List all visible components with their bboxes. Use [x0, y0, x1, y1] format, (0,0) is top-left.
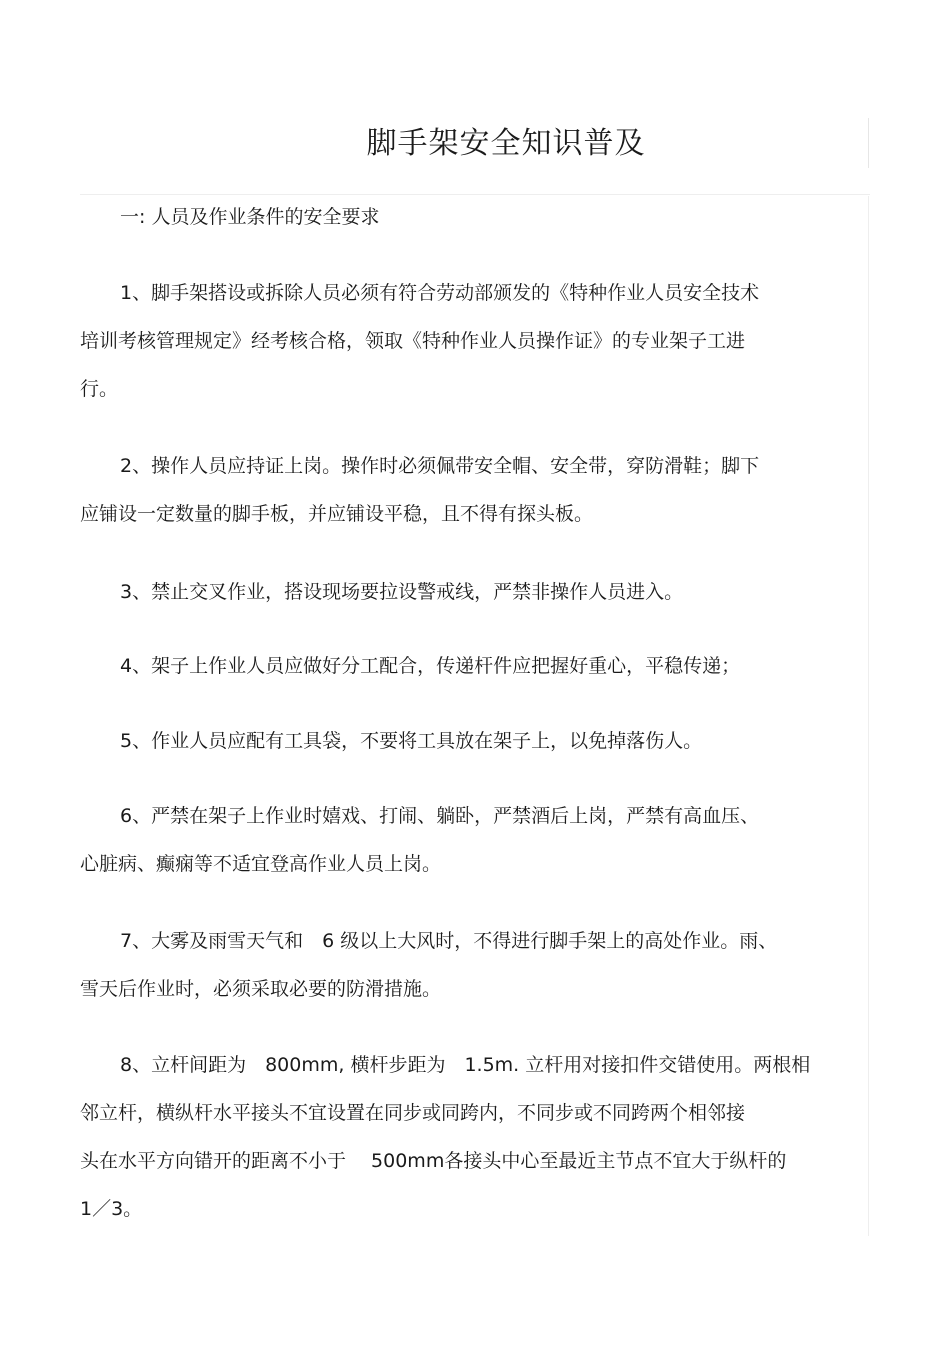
list-item-line: 3、禁止交叉作业，搭设现场要拉设警戒线，严禁非操作人员进入。: [120, 581, 684, 603]
list-item: [80, 792, 850, 888]
list-item-line: 行。: [80, 378, 119, 400]
content-side-rule: [868, 196, 869, 1236]
section-heading: 一: 人员及作业条件的安全要求: [120, 206, 380, 228]
list-item-line: 1／3。: [80, 1198, 143, 1220]
list-item-line: 6、严禁在架子上作业时嬉戏、打闹、躺卧，严禁酒后上岗，严禁有高血压、: [120, 805, 760, 827]
list-item-line: 雪天后作业时，必须采取必要的防滑措施。: [80, 978, 442, 1000]
list-item-line: 头在水平方向错开的距离不小于 500mm各接头中心至最近主节点不宜大于纵杆的: [80, 1150, 787, 1172]
title-side-rule: [868, 118, 869, 168]
list-item: [80, 717, 850, 765]
list-item-line: 8、立杆间距为 800mm, 横杆步距为 1.5m. 立杆用对接扣件交错使用。两根相: [120, 1054, 811, 1076]
list-item: [80, 568, 850, 616]
section-heading-block: [80, 193, 850, 241]
list-item-line: 心脏病、癫痫等不适宜登高作业人员上岗。: [80, 853, 442, 875]
list-item-line: 2、操作人员应持证上岗。操作时必须佩带安全帽、安全带，穿防滑鞋；脚下: [120, 455, 760, 477]
document-title: 脚手架安全知识普及: [366, 126, 646, 161]
list-item-line: 5、作业人员应配有工具袋，不要将工具放在架子上，以免掉落伤人。: [120, 730, 703, 752]
list-item-line: 邻立杆，横纵杆水平接头不宜设置在同步或同跨内，不同步或不同跨两个相邻接: [80, 1102, 746, 1124]
list-item: [80, 1041, 850, 1233]
list-item: [80, 917, 850, 1013]
list-item-line: 培训考核管理规定》经考核合格，领取《特种作业人员操作证》的专业架子工进: [80, 330, 746, 352]
list-item: [80, 269, 850, 413]
list-item-line: 4、架子上作业人员应做好分工配合，传递杆件应把握好重心，平稳传递；: [120, 655, 741, 677]
list-item: [80, 442, 850, 538]
list-item-line: 7、大雾及雨雪天气和 6 级以上大风时，不得进行脚手架上的高处作业。雨、: [120, 930, 778, 952]
list-item-line: 应铺设一定数量的脚手板，并应铺设平稳，且不得有探头板。: [80, 503, 594, 525]
list-item: [80, 642, 850, 690]
list-item-line: 1、脚手架搭设或拆除人员必须有符合劳动部颁发的《特种作业人员安全技术: [120, 282, 760, 304]
